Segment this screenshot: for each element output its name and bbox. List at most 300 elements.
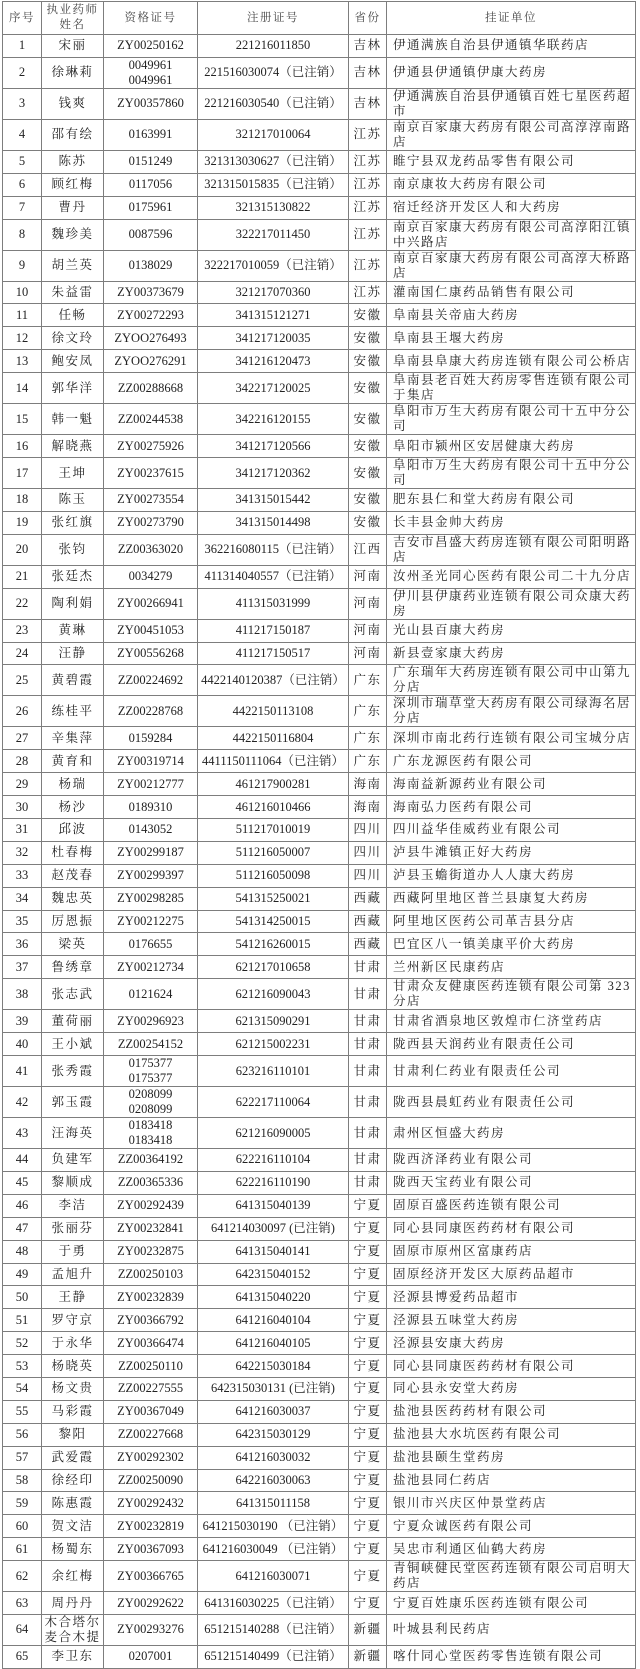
registered-unit: 喀什同心堂医药零售连锁有限公司 — [387, 1645, 636, 1668]
registered-unit: 汝州圣光同心医药有限公司二十九分店 — [387, 565, 636, 588]
table-row — [3, 1423, 636, 1446]
pharmacist-name: 王坤 — [42, 458, 104, 489]
registration-no: 642315030131 (已注销) — [198, 1377, 349, 1400]
registered-unit: 同心县同康医药药材有限公司 — [387, 1217, 636, 1240]
qualification-no-value: ZZ00250103 — [117, 1266, 184, 1281]
pharmacist-name: 周丹丹 — [42, 1592, 104, 1615]
qualification-no — [104, 1492, 198, 1515]
qualification-no — [104, 1645, 198, 1668]
qualification-no-value: ZY00237615 — [117, 465, 184, 480]
registration-no: 342217120025 — [198, 373, 349, 404]
pharmacist-name: 韩一魁 — [42, 404, 104, 435]
pharmacist-name: 魏珍美 — [42, 219, 104, 250]
pharmacist-name: 张钧 — [42, 534, 104, 565]
qualification-no — [104, 327, 198, 350]
row-index: 13 — [3, 350, 42, 373]
row-index: 32 — [3, 841, 42, 864]
qualification-no — [104, 1515, 198, 1538]
qualification-no-value: ZY00298285 — [117, 891, 184, 906]
pharmacist-name: 张廷杰 — [42, 565, 104, 588]
qualification-no — [104, 1240, 198, 1263]
qualification-no — [104, 350, 198, 373]
registered-unit: 盐池县颐生堂药房 — [387, 1446, 636, 1469]
qualification-no-value: 0163991 — [128, 127, 173, 142]
registered-unit: 宁夏百姓康乐医药连锁有限公司 — [387, 1592, 636, 1615]
qualification-no — [104, 1355, 198, 1378]
registration-no: 642315040152 — [198, 1263, 349, 1286]
qualification-no — [104, 642, 198, 665]
pharmacist-name: 负建军 — [42, 1149, 104, 1172]
qualification-no-value: ZY00292302 — [117, 1450, 184, 1465]
qualification-no — [104, 841, 198, 864]
pharmacist-name: 解晓燕 — [42, 435, 104, 458]
registered-unit: 吴忠市利通区仙鹤大药房 — [387, 1538, 636, 1561]
pharmacist-name: 黄碧霞 — [42, 665, 104, 696]
table-row — [3, 841, 636, 864]
registered-unit: 陇西济泽药业有限公司 — [387, 1149, 636, 1172]
table-row — [3, 1332, 636, 1355]
registered-unit: 陇西县晨虹药业有限责任公司 — [387, 1087, 636, 1118]
registered-unit: 宁夏众诚医药有限公司 — [387, 1515, 636, 1538]
registered-unit: 四川益华佳威药业有限公司 — [387, 819, 636, 842]
registered-unit: 吉安市昌盛大药房连锁有限公司阳明路店 — [387, 534, 636, 565]
province: 宁夏 — [349, 1469, 387, 1492]
province: 西藏 — [349, 933, 387, 956]
row-index: 14 — [3, 373, 42, 404]
qualification-no — [104, 1149, 198, 1172]
registration-no: 641215030190 （已注销） — [198, 1515, 349, 1538]
registration-no: 651215140288（已注销） — [198, 1614, 349, 1645]
row-index: 38 — [3, 979, 42, 1010]
qualification-no-value: ZZ00254152 — [117, 1036, 184, 1051]
registered-unit: 阿里地区医药公司革吉县分店 — [387, 910, 636, 933]
row-index: 35 — [3, 910, 42, 933]
row-index: 40 — [3, 1033, 42, 1056]
pharmacist-name: 杨晓英 — [42, 1355, 104, 1378]
registered-unit: 盐池县医药药材有限公司 — [387, 1400, 636, 1423]
province: 宁夏 — [349, 1355, 387, 1378]
qualification-no — [104, 1469, 198, 1492]
pharmacist-name: 郭玉霞 — [42, 1087, 104, 1118]
qualification-no-value: ZY00292622 — [117, 1595, 184, 1610]
qualification-no-value: ZY00357860 — [117, 96, 184, 111]
registration-no: 541314250015 — [198, 910, 349, 933]
row-index: 1 — [3, 35, 42, 58]
qualification-no — [104, 864, 198, 887]
registered-unit: 固原市原州区富康药店 — [387, 1240, 636, 1263]
registration-no: 641216030032 — [198, 1446, 349, 1469]
registration-no: 641216040104 — [198, 1309, 349, 1332]
pharmacist-name: 黄育和 — [42, 750, 104, 773]
table-row — [3, 350, 636, 373]
table-row — [3, 250, 636, 281]
header-qualification-no: 资格证号 — [104, 2, 198, 35]
row-index: 7 — [3, 196, 42, 219]
row-index: 57 — [3, 1446, 42, 1469]
row-index: 42 — [3, 1087, 42, 1118]
qualification-no — [104, 887, 198, 910]
registration-no: 321313030627（已注销） — [198, 150, 349, 173]
registered-unit: 同心县永安堂大药房 — [387, 1377, 636, 1400]
qualification-no-value: ZY00293276 — [117, 1622, 184, 1637]
qualification-no — [104, 750, 198, 773]
qualification-no — [104, 696, 198, 727]
table-row — [3, 1446, 636, 1469]
registered-unit: 泸县玉蟾街道办人人康大药房 — [387, 864, 636, 887]
row-index: 12 — [3, 327, 42, 350]
row-index: 44 — [3, 1149, 42, 1172]
table-row — [3, 458, 636, 489]
qualification-no-value: 0151249 — [128, 154, 173, 169]
province: 甘肃 — [349, 956, 387, 979]
registered-unit: 伊通满族自治县伊通镇华联药店 — [387, 35, 636, 58]
pharmacist-name: 李卫东 — [42, 1645, 104, 1668]
table-row — [3, 887, 636, 910]
row-index: 16 — [3, 435, 42, 458]
pharmacist-name: 杨沙 — [42, 796, 104, 819]
pharmacist-name: 杨文贵 — [42, 1377, 104, 1400]
row-index: 36 — [3, 933, 42, 956]
qualification-no — [104, 1056, 198, 1087]
row-index: 59 — [3, 1492, 42, 1515]
table-row — [3, 1592, 636, 1615]
pharmacist-name: 顾红梅 — [42, 173, 104, 196]
header-index: 序号 — [3, 2, 42, 35]
province: 甘肃 — [349, 1149, 387, 1172]
qualification-no-value: 0159284 — [128, 730, 173, 745]
registration-no: 321315130822 — [198, 196, 349, 219]
qualification-no — [104, 489, 198, 512]
qualification-no-value: ZY00366792 — [117, 1312, 184, 1327]
table-row — [3, 619, 636, 642]
qualification-no-value: 0175961 — [128, 200, 173, 215]
qualification-no-value: ZZ00288668 — [117, 380, 184, 395]
row-index: 25 — [3, 665, 42, 696]
table-row — [3, 1355, 636, 1378]
qualification-no — [104, 173, 198, 196]
registration-no: 341217120035 — [198, 327, 349, 350]
qualification-no — [104, 219, 198, 250]
registration-no: 621315090291 — [198, 1010, 349, 1033]
row-index: 9 — [3, 250, 42, 281]
row-index: 43 — [3, 1118, 42, 1149]
registration-no: 341217120362 — [198, 458, 349, 489]
qualification-no — [104, 933, 198, 956]
table-row — [3, 219, 636, 250]
province: 江苏 — [349, 173, 387, 196]
province: 宁夏 — [349, 1423, 387, 1446]
pharmacist-name: 李洁 — [42, 1194, 104, 1217]
row-index: 31 — [3, 819, 42, 842]
qualification-no-value: ZY00299187 — [117, 845, 184, 860]
qualification-no — [104, 1446, 198, 1469]
registration-no: 322217011450 — [198, 219, 349, 250]
qualification-no-value: 0208099 — [128, 1087, 173, 1102]
row-index: 19 — [3, 511, 42, 534]
registration-no: 641315040141 — [198, 1240, 349, 1263]
province: 甘肃 — [349, 1056, 387, 1087]
row-index: 22 — [3, 588, 42, 619]
province: 安徽 — [349, 458, 387, 489]
registered-unit: 阜阳市颍州区安居健康大药房 — [387, 435, 636, 458]
qualification-no-value: ZY00296923 — [117, 1013, 184, 1028]
qualification-no — [104, 1561, 198, 1592]
pharmacist-name: 余红梅 — [42, 1561, 104, 1592]
registration-no: 511217010019 — [198, 819, 349, 842]
row-index: 10 — [3, 281, 42, 304]
qualification-no-value: ZY00212734 — [117, 959, 184, 974]
row-index: 56 — [3, 1423, 42, 1446]
row-index: 52 — [3, 1332, 42, 1355]
qualification-no — [104, 565, 198, 588]
registered-unit: 甘肃众友健康医药连锁有限公司第 323 分店 — [387, 979, 636, 1010]
registration-no: 362216080115（已注销） — [198, 534, 349, 565]
row-index: 48 — [3, 1240, 42, 1263]
registered-unit: 南京百家康大药房有限公司高淳大桥路店 — [387, 250, 636, 281]
row-index: 46 — [3, 1194, 42, 1217]
pharmacist-name: 张志武 — [42, 979, 104, 1010]
table-row — [3, 534, 636, 565]
qualification-no — [104, 250, 198, 281]
registration-no: 4422150113108 — [198, 696, 349, 727]
qualification-no — [104, 979, 198, 1010]
registration-no: 642215030184 — [198, 1355, 349, 1378]
province: 广东 — [349, 750, 387, 773]
table-row — [3, 373, 636, 404]
row-index: 26 — [3, 696, 42, 727]
province: 安徽 — [349, 489, 387, 512]
qualification-no-value: 0049961 — [128, 57, 173, 72]
row-index: 15 — [3, 404, 42, 435]
province: 四川 — [349, 841, 387, 864]
registration-no: 641315011158 — [198, 1492, 349, 1515]
table-row — [3, 1010, 636, 1033]
pharmacist-name: 杨瑞 — [42, 773, 104, 796]
row-index: 29 — [3, 773, 42, 796]
row-index: 62 — [3, 1561, 42, 1592]
registered-unit: 灌南国仁康药品销售有限公司 — [387, 281, 636, 304]
province: 海南 — [349, 773, 387, 796]
qualification-no-value: ZZ00365336 — [117, 1175, 184, 1190]
row-index: 55 — [3, 1400, 42, 1423]
qualification-no — [104, 458, 198, 489]
qualification-no-value: ZY00275926 — [117, 438, 184, 453]
province: 新疆 — [349, 1614, 387, 1645]
table-row — [3, 750, 636, 773]
row-index: 6 — [3, 173, 42, 196]
row-index: 27 — [3, 727, 42, 750]
province: 安徽 — [349, 373, 387, 404]
table-row — [3, 35, 636, 58]
province: 宁夏 — [349, 1446, 387, 1469]
registration-no: 322217010059（已注销） — [198, 250, 349, 281]
province: 宁夏 — [349, 1538, 387, 1561]
qualification-no-value: 0208099 — [128, 1102, 173, 1117]
registered-unit: 西藏阿里地区普兰县康复大药房 — [387, 887, 636, 910]
registration-no: 411217150187 — [198, 619, 349, 642]
qualification-no — [104, 404, 198, 435]
row-index: 33 — [3, 864, 42, 887]
province: 河南 — [349, 642, 387, 665]
pharmacist-name: 董荷丽 — [42, 1010, 104, 1033]
province: 宁夏 — [349, 1592, 387, 1615]
qualification-no-value: ZY00272293 — [117, 307, 184, 322]
row-index: 18 — [3, 489, 42, 512]
row-index: 3 — [3, 88, 42, 119]
pharmacist-name: 钱爽 — [42, 88, 104, 119]
pharmacist-name: 陈玉 — [42, 489, 104, 512]
registered-unit: 泾源县五味堂大药房 — [387, 1309, 636, 1332]
registration-no: 341315015442 — [198, 489, 349, 512]
row-index: 30 — [3, 796, 42, 819]
province: 江西 — [349, 534, 387, 565]
province: 宁夏 — [349, 1515, 387, 1538]
registered-unit: 泾源县博爱药品超市 — [387, 1286, 636, 1309]
pharmacist-name: 罗守京 — [42, 1309, 104, 1332]
registered-unit: 巴宜区八一镇美康平价大药房 — [387, 933, 636, 956]
pharmacist-name: 厉恩振 — [42, 910, 104, 933]
qualification-no — [104, 1033, 198, 1056]
province: 宁夏 — [349, 1263, 387, 1286]
table-row — [3, 1194, 636, 1217]
registration-no: 461217900281 — [198, 773, 349, 796]
province: 江苏 — [349, 119, 387, 150]
pharmacist-name: 徐琳莉 — [42, 57, 104, 88]
province: 宁夏 — [349, 1561, 387, 1592]
registered-unit: 阜阳市万生大药房有限公司十五中分公司 — [387, 458, 636, 489]
pharmacist-name: 木合塔尔麦合木提 — [42, 1614, 104, 1645]
row-index: 20 — [3, 534, 42, 565]
row-index: 54 — [3, 1377, 42, 1400]
qualification-no — [104, 150, 198, 173]
pharmacist-name: 汪静 — [42, 642, 104, 665]
qualification-no-value: 0189310 — [128, 799, 173, 814]
table-row — [3, 404, 636, 435]
registration-no: 341217120566 — [198, 435, 349, 458]
pharmacist-name: 辛集萍 — [42, 727, 104, 750]
qualification-no-value: ZY00299397 — [117, 868, 184, 883]
registration-no: 641216030037 — [198, 1400, 349, 1423]
table-row — [3, 1171, 636, 1194]
pharmacist-name: 陈苏 — [42, 150, 104, 173]
qualification-no — [104, 88, 198, 119]
pharmacist-name: 马彩霞 — [42, 1400, 104, 1423]
qualification-no-value: ZZ00227555 — [117, 1381, 184, 1396]
qualification-no-value: ZY00250162 — [117, 38, 184, 53]
qualification-no — [104, 773, 198, 796]
qualification-no — [104, 281, 198, 304]
qualification-no-value: 0207001 — [128, 1649, 173, 1664]
table-row — [3, 1263, 636, 1286]
row-index: 41 — [3, 1056, 42, 1087]
registered-unit: 伊川县伊康药业连锁有限公司众康大药房 — [387, 588, 636, 619]
province: 甘肃 — [349, 1087, 387, 1118]
province: 海南 — [349, 796, 387, 819]
registration-no: 621217010658 — [198, 956, 349, 979]
pharmacist-name: 黄琳 — [42, 619, 104, 642]
qualification-no — [104, 1614, 198, 1645]
row-index: 11 — [3, 304, 42, 327]
province: 安徽 — [349, 350, 387, 373]
qualification-no — [104, 534, 198, 565]
qualification-no-value: 0034279 — [128, 569, 173, 584]
table-row — [3, 304, 636, 327]
registered-unit: 伊通满族自治县伊通镇百姓七星医药超市 — [387, 88, 636, 119]
row-index: 39 — [3, 1010, 42, 1033]
qualification-no-value: ZY00556268 — [117, 646, 184, 661]
registration-no: 641316030225（已注销） — [198, 1592, 349, 1615]
table-row — [3, 1538, 636, 1561]
qualification-no-value: ZY00366474 — [117, 1335, 184, 1350]
registered-unit: 深圳市瑞草堂大药房有限公司绿海名居分店 — [387, 696, 636, 727]
table-row — [3, 565, 636, 588]
row-index: 21 — [3, 565, 42, 588]
table-row — [3, 1033, 636, 1056]
registration-no: 411314040557（已注销） — [198, 565, 349, 588]
pharmacist-name: 贺文洁 — [42, 1515, 104, 1538]
registered-unit: 长丰县金帅大药房 — [387, 511, 636, 534]
province: 四川 — [349, 819, 387, 842]
qualification-no-value: ZZ00227668 — [117, 1427, 184, 1442]
registered-unit: 叶城县利民药店 — [387, 1614, 636, 1645]
registered-unit: 陇西县天润药业有限责任公司 — [387, 1033, 636, 1056]
registered-unit: 广东瑞年大药房连锁有限公司中山第九分店 — [387, 665, 636, 696]
pharmacist-name: 汪海英 — [42, 1118, 104, 1149]
row-index: 65 — [3, 1645, 42, 1668]
qualification-no — [104, 1217, 198, 1240]
qualification-no — [104, 1263, 198, 1286]
qualification-no — [104, 1592, 198, 1615]
province: 宁夏 — [349, 1240, 387, 1263]
qualification-no-value: ZY00212777 — [117, 776, 184, 791]
table-row — [3, 57, 636, 88]
registration-no: 511216050007 — [198, 841, 349, 864]
registration-no: 341315121271 — [198, 304, 349, 327]
header-province: 省份 — [349, 2, 387, 35]
row-index: 28 — [3, 750, 42, 773]
qualification-no-value: ZY00232839 — [117, 1289, 184, 1304]
table-row — [3, 1309, 636, 1332]
pharmacist-name: 邱波 — [42, 819, 104, 842]
pharmacist-name: 黎顺成 — [42, 1171, 104, 1194]
table-row — [3, 1149, 636, 1172]
pharmacist-name: 张红旗 — [42, 511, 104, 534]
province: 甘肃 — [349, 1033, 387, 1056]
qualification-no-value: 0087596 — [128, 227, 173, 242]
registered-unit: 新县壹家康大药房 — [387, 642, 636, 665]
qualification-no-value: ZY00212275 — [117, 914, 184, 929]
registration-no: 641214030097 (已注销) — [198, 1217, 349, 1240]
table-row — [3, 1492, 636, 1515]
qualification-no — [104, 619, 198, 642]
qualification-no-value: ZY00292439 — [117, 1198, 184, 1213]
registered-unit: 甘肃利仁药业有限责任公司 — [387, 1056, 636, 1087]
province: 广东 — [349, 665, 387, 696]
registration-no: 221516030074（已注销） — [198, 57, 349, 88]
province: 江苏 — [349, 250, 387, 281]
qualification-no-value: 0175377 — [128, 1071, 173, 1086]
row-index: 24 — [3, 642, 42, 665]
registration-no: 641216030071 — [198, 1561, 349, 1592]
qualification-no — [104, 1286, 198, 1309]
table-row — [3, 696, 636, 727]
qualification-no — [104, 1194, 198, 1217]
pharmacist-name: 邵有绘 — [42, 119, 104, 150]
pharmacist-name: 曹丹 — [42, 196, 104, 219]
qualification-no — [104, 727, 198, 750]
table-row — [3, 1056, 636, 1087]
qualification-no — [104, 435, 198, 458]
